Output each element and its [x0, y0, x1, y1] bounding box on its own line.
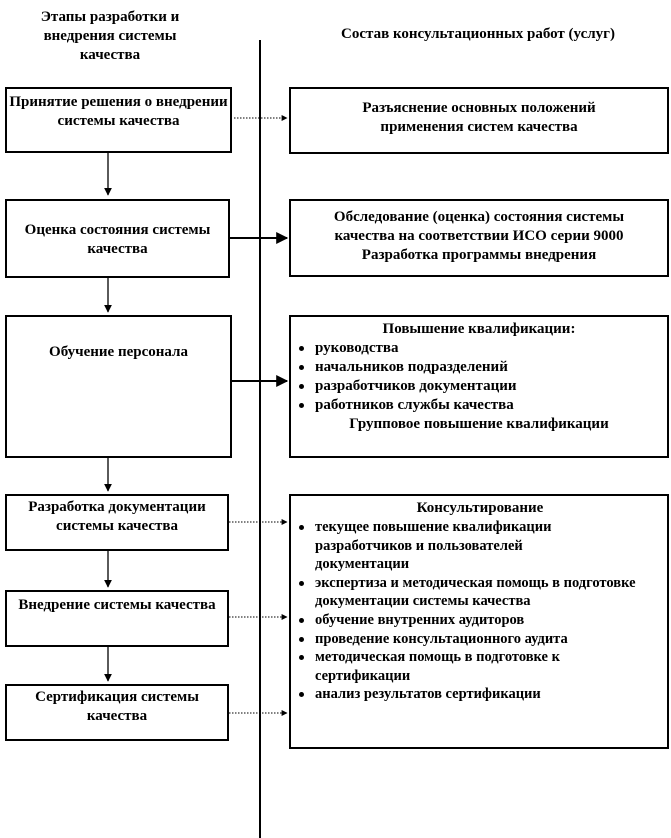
consulting-item: анализ результатов сертификации: [295, 685, 665, 704]
consulting-item: проведение консультационного аудита: [295, 630, 665, 649]
consulting-item: экспертиза и методическая помощь в подготовке документации системы качества: [295, 574, 665, 611]
consulting-item: методическая помощь в подготовке к сертификации: [295, 648, 635, 685]
training-item: руководства: [295, 339, 663, 358]
service-survey-line2: качества на соответствии ИСО серии 9000: [334, 228, 624, 244]
service-training-title: Повышение квалификации:: [382, 321, 576, 337]
consulting-item: текущее повышение квалификации разработчиков и пользователей документации: [295, 518, 585, 574]
stages-header: Этапы разработки и внедрения системы качества: [40, 9, 180, 63]
training-item: начальников подразделений: [295, 358, 663, 377]
service-consulting: [289, 494, 669, 749]
stage-decision: [5, 87, 232, 153]
training-item: работников службы качества: [295, 396, 663, 415]
service-consulting-title: Консультирование: [416, 500, 544, 516]
service-survey-line3: Разработка программы внедрения: [361, 247, 597, 263]
stage-assessment-label: Оценка состояния системы качества: [24, 222, 211, 257]
service-training: [289, 315, 669, 458]
consulting-item: обучение внутренних аудиторов: [295, 611, 665, 630]
stage-certification: [5, 684, 229, 741]
stage-assessment: [5, 199, 230, 278]
training-item: разработчиков документации: [295, 377, 663, 396]
stage-documentation: [5, 494, 229, 551]
stage-decision-label: Принятие решения о внедрении системы качества: [9, 94, 228, 129]
stage-training: [5, 315, 232, 458]
service-survey-line1: Обследование (оценка) состояния системы: [333, 209, 625, 225]
stage-implementation: [5, 590, 229, 647]
stage-training-label: Обучение персонала: [49, 344, 188, 360]
stage-implementation-label: Внедрение системы качества: [18, 597, 216, 613]
service-explain: [289, 87, 669, 154]
service-survey: [289, 199, 669, 277]
stage-certification-label: Сертификация системы качества: [35, 689, 199, 724]
consulting-list: [295, 518, 665, 704]
services-header: Состав консультационных работ (услуг): [341, 26, 615, 42]
service-training-footer: Групповое повышение квалификации: [349, 416, 609, 432]
service-explain-label: Разъяснение основных положений применения систем качества: [362, 100, 596, 135]
stage-documentation-label: Разработка документации системы качества: [28, 499, 206, 534]
training-list: [295, 339, 663, 415]
